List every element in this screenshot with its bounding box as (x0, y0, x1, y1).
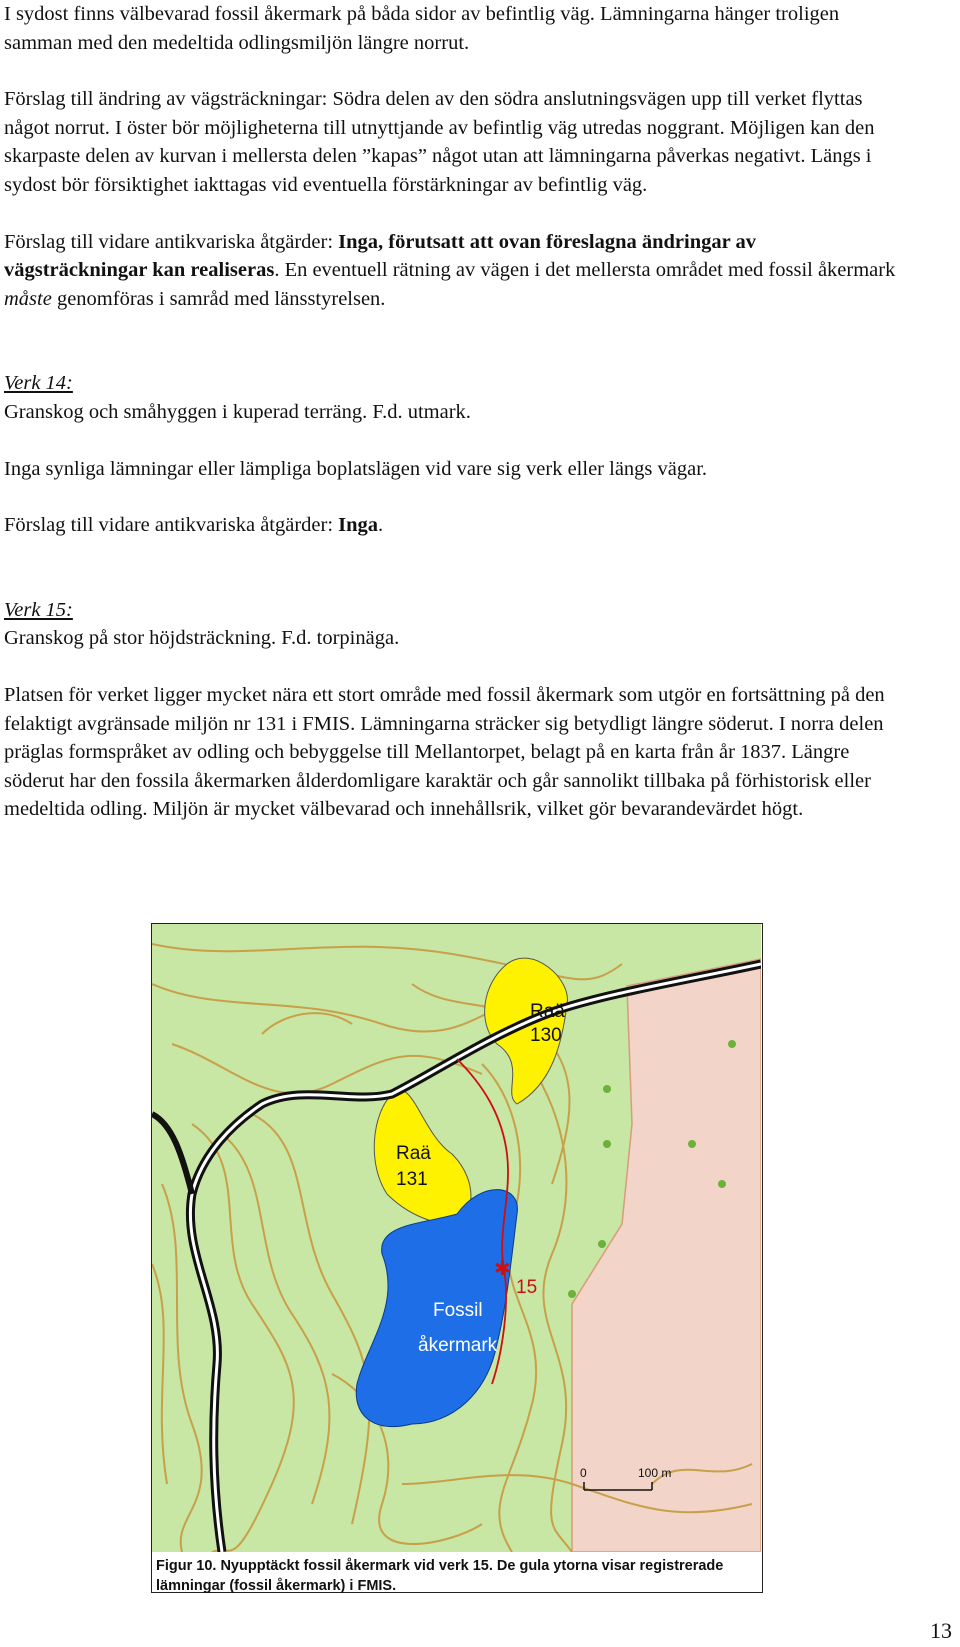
map-label-raa130-line2: 130 (530, 1025, 562, 1046)
intro-p3-mid: . En eventuell rätning av vägen i det mellersta området med fossil åkermark (274, 259, 896, 282)
verk14-action-prefix: Förslag till vidare antikvariska åtgärder: (4, 514, 339, 537)
intro-p3-prefix: Förslag till vidare antikvariska åtgärder: (4, 230, 339, 253)
verk15-body: Platsen för verket ligger mycket nära ett stort område med fossil åkermark som utgör en fortsättning på den felaktigt avgränsade miljön nr 131 i FMIS. Lämningarna sträcker sig betydligt längre söderut. I norra delen präglas formspråket av odling och bebyggelse till Mellantorpet, belagt på en karta från år 1837. Längre söderut har den fossila åkermarken ålderdomligare karaktär och går sannolikt tillbaka på förhistorisk eller medeltida odling. Miljön är mycket välbevarad och innehållsrik, vilket gör bevarandevärdet högt. (4, 683, 885, 821)
intro-p3-suffix: genomföras i samråd med länsstyrelsen. (51, 287, 386, 310)
intro-paragraph-1: I sydost finns välbevarad fossil åkermark på båda sidor av befintlig väg. Lämningarna hänger troligen samman med den medeltida odlingsmiljön längre norrut. (4, 3, 840, 54)
map-label-verk15: 15 (516, 1277, 538, 1298)
verk14-action (4, 511, 904, 540)
map-label-fossil-line1: Fossil (433, 1300, 483, 1321)
verk14-action-bold: Inga (338, 514, 379, 537)
document-page (4, 0, 904, 824)
intro-paragraph-3 (4, 228, 904, 314)
intro-p3-italic: måste (4, 287, 52, 310)
scale-end: 100 m (638, 1466, 672, 1480)
page-number: 13 (930, 1618, 952, 1643)
verk14-description: Granskog och småhyggen i kuperad terräng. F.d. utmark. (4, 400, 471, 423)
scale-start: 0 (580, 1466, 587, 1480)
verk15-heading: Verk 15: (4, 598, 73, 621)
map-label-fossil-line2: åkermark (418, 1335, 498, 1356)
verk15-description: Granskog på stor höjdsträckning. F.d. torpinäga. (4, 627, 400, 650)
verk14-finds: Inga synliga lämningar eller lämpliga boplatslägen vid vare sig verk eller längs vägar. (4, 457, 708, 480)
intro-p3-bold: Inga, förutsatt att ovan föreslagna ändringar av vägsträckningar kan realiseras (4, 230, 756, 282)
map-image (152, 924, 761, 1552)
map-label-raa131-line2: 131 (396, 1169, 428, 1190)
verk14-action-suffix: . (378, 514, 384, 537)
map-label-raa131-line1: Raä (396, 1143, 431, 1164)
map-label-raa130-line1: Raä (530, 1001, 565, 1022)
map-figure (151, 923, 763, 1593)
verk14-heading: Verk 14: (4, 372, 73, 395)
intro-paragraph-2: Förslag till ändring av vägsträckningar: Södra delen av den södra anslutningsvägen upp till verket flyttas något norrut. I öster bör möjligheterna till utnyttjande av befintlig väg utredas noggrant. Möjligen kan den skarpaste delen av kurvan i mellersta delen ”kapas” något utan att lämningarna påverkas negativt. Längs i sydost bör försiktighet iakttagas vid eventuella förstärkningar av befintlig väg. (4, 88, 875, 196)
turbine-marker-icon: ✱ (494, 1258, 511, 1280)
figure-caption: Figur 10. Nyupptäckt fossil åkermark vid verk 15. De gula ytorna visar registrerade lämningar (fossil åkermark) i FMIS. (156, 1558, 724, 1594)
